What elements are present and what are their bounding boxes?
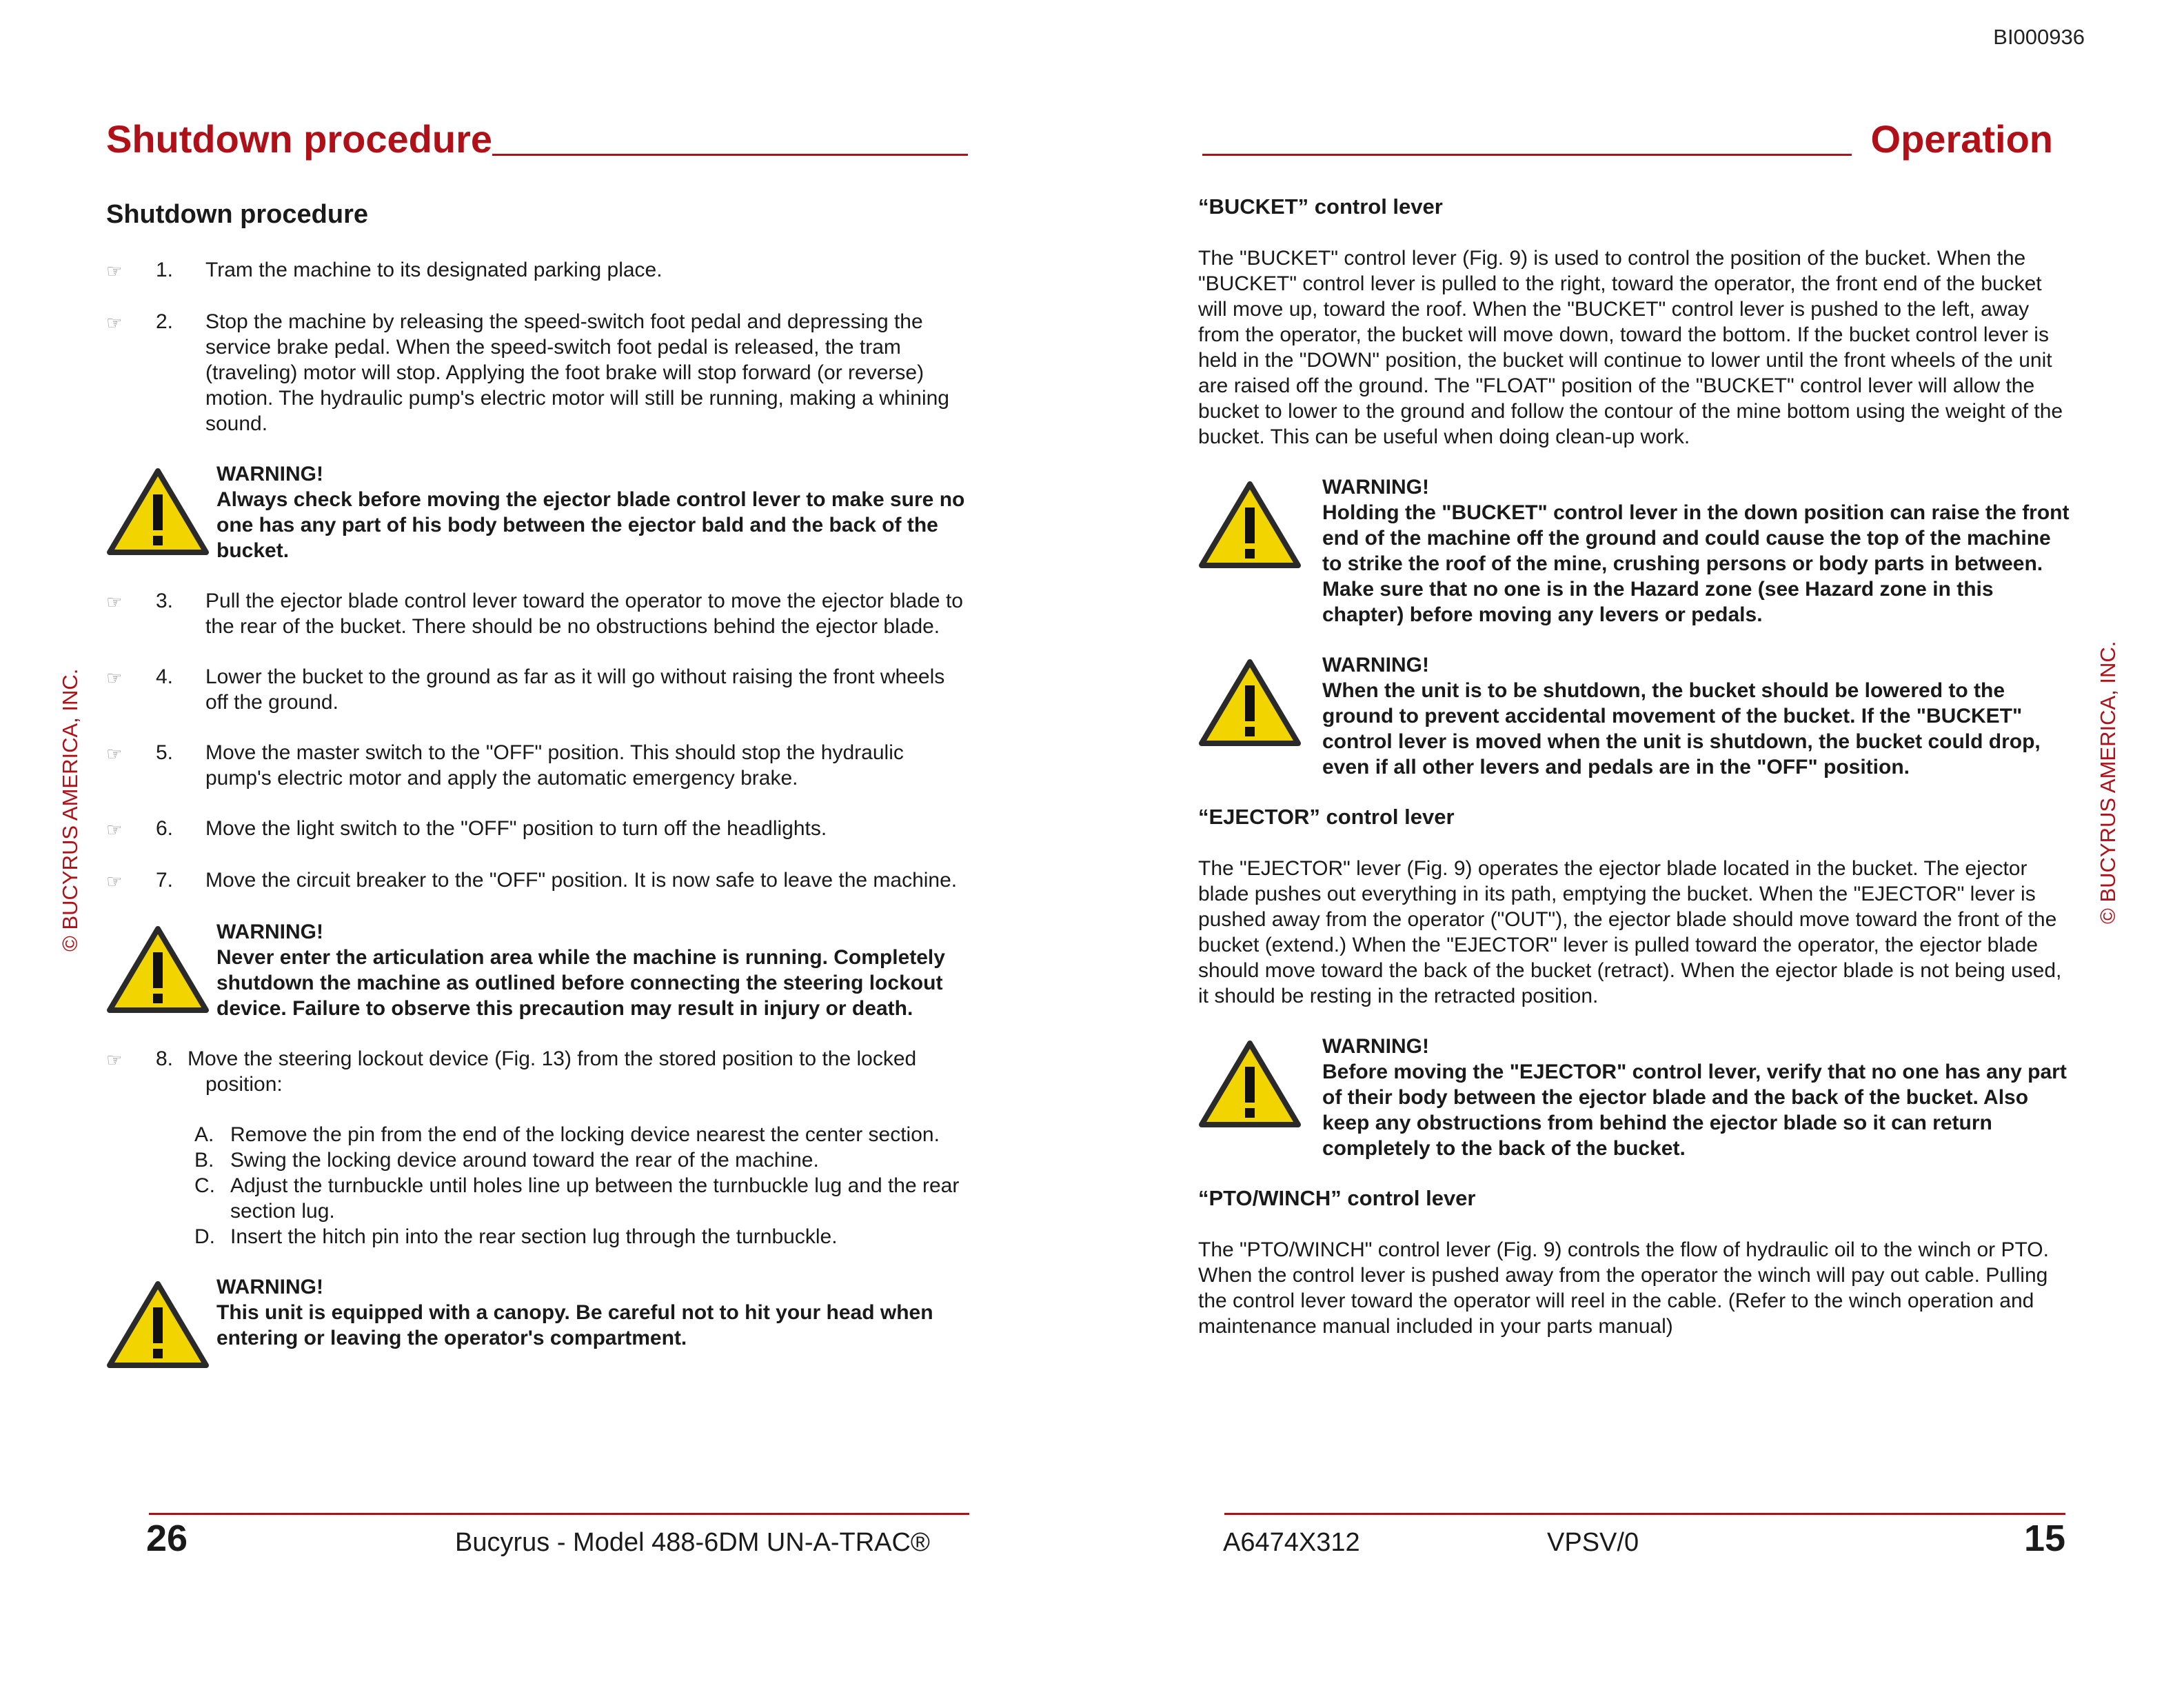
step-item — [106, 664, 972, 715]
step-item — [106, 257, 972, 284]
right-page-copyright — [2096, 641, 2121, 924]
step-item — [106, 588, 972, 639]
warning-text: When the unit is to be shutdown, the bucket should be lowered to the ground to prevent accidental movement of the bucket. If the "BUCKET" control lever is moved when the unit is shutdown, the bucket could drop, even if all other levers and pedals are in the "OFF" position. — [1322, 679, 2041, 778]
right-page-title-row — [1202, 103, 2053, 159]
warning-box — [106, 461, 972, 563]
section-heading: Shutdown procedure — [106, 200, 368, 229]
warning-box — [1198, 474, 2072, 627]
warning-triangle-icon — [106, 461, 216, 560]
step-number: 7. — [156, 869, 174, 892]
pointing-hand-icon: ☞ — [106, 667, 123, 688]
substep-letter: A. — [194, 1123, 214, 1146]
pto-heading: “PTO/WINCH” control lever — [1198, 1186, 1476, 1210]
warning-triangle-icon — [1198, 652, 1322, 751]
step-number: 3. — [156, 590, 174, 612]
pto-paragraph: The "PTO/WINCH" control lever (Fig. 9) controls the flow of hydraulic oil to the winch or PTO. When the control lever is pushed away from the operator the winch will pay out cable. Pulling the control lever toward the operator will reel in the cable. (Refer to the winch operation and maintenance manual included in your parts manual) — [1198, 1238, 2049, 1338]
right-page-title: Operation — [1870, 117, 2053, 161]
warning-label: WARNING! — [216, 463, 323, 485]
copyright-text: © BUCYRUS AMERICA, INC. — [2096, 641, 2120, 924]
step-number: 8. — [156, 1047, 174, 1070]
footer-rule — [149, 1513, 969, 1515]
pointing-hand-icon: ☞ — [106, 743, 123, 764]
warning-box — [1198, 1034, 2072, 1161]
substep-text: Remove the pin from the end of the locking device nearest the center section. — [230, 1123, 940, 1146]
bucket-heading: “BUCKET” control lever — [1198, 194, 1443, 219]
warning-text: Before moving the "EJECTOR" control lever, verify that no one has any part of their body between the ejector blade and the back of the bucket. Also keep any obstructions from behind the ejector blade so it can return completely to the back of the bucket. — [1322, 1061, 2067, 1160]
step-text: Lower the bucket to the ground as far as it will go without raising the front wheels off the ground. — [205, 665, 945, 714]
step-item — [106, 1046, 972, 1097]
pointing-hand-icon: ☞ — [106, 871, 123, 892]
warning-text: Always check before moving the ejector blade control lever to make sure no one has any part of his body between the ejector bald and the back of the bucket. — [216, 488, 965, 562]
right-footer-code: A6474X312 — [1223, 1528, 1360, 1557]
title-underline — [492, 154, 968, 156]
left-page-copyright — [58, 669, 83, 952]
substep-list — [194, 1122, 972, 1249]
substep-text: Swing the locking device around toward the rear of the machine. — [230, 1149, 819, 1172]
pointing-hand-icon: ☞ — [106, 312, 123, 333]
step-text: Move the steering lockout device (Fig. 13) from the stored position to the locked position: — [188, 1047, 917, 1096]
step-text: Move the master switch to the "OFF" position. This should stop the hydraulic pump's electric motor and apply the automatic emergency brake. — [205, 741, 904, 790]
step-item — [106, 867, 972, 894]
warning-box — [1198, 652, 2072, 780]
warning-text: Holding the "BUCKET" control lever in the down position can raise the front end of the machine off the ground and could cause the top of the machine to strike the roof of the mine, crushing persons or body parts in between. Make sure that no one is in the Hazard zone (see Hazard zone in this chapter) before moving any levers or pedals. — [1322, 501, 2070, 626]
step-item — [106, 816, 972, 843]
step-item — [106, 740, 972, 791]
step-number: 4. — [156, 665, 174, 688]
step-text: Pull the ejector blade control lever toward the operator to move the ejector blade to the rear of the bucket. There should be no obstructions behind the ejector blade. — [205, 590, 963, 638]
bucket-paragraph: The "BUCKET" control lever (Fig. 9) is used to control the position of the bucket. When the "BUCKET" control lever is pulled to the right, toward the operator, the front end of the bucket will move up, toward the roof. When the "BUCKET" control lever is pushed to the left, away from the operator, the bucket will move down, toward the bottom. If the bucket control lever is held in the "DOWN" position, the bucket will continue to lower until the front wheels of the unit are raised off the ground. The "FLOAT" position of the "BUCKET" control lever will allow the bucket to lower to the ground and follow the contour of the mine bottom using the weight of the bucket. This can be useful when doing clean-up work. — [1198, 247, 2063, 448]
substep-letter: D. — [194, 1225, 215, 1248]
left-page-title-row — [106, 103, 968, 159]
right-footer-version: VPSV/0 — [1547, 1528, 1639, 1557]
title-underline — [1202, 154, 1852, 156]
left-page-number: 26 — [146, 1518, 188, 1559]
warning-text: This unit is equipped with a canopy. Be careful not to hit your head when entering or leaving the operator's compartment. — [216, 1301, 933, 1349]
list-item — [194, 1224, 972, 1249]
list-item — [194, 1173, 972, 1224]
pointing-hand-icon: ☞ — [106, 261, 123, 281]
ejector-heading: “EJECTOR” control lever — [1198, 805, 1455, 829]
warning-box — [106, 1274, 972, 1373]
warning-label: WARNING! — [216, 921, 323, 943]
step-text: Stop the machine by releasing the speed-switch foot pedal and depressing the service brake pedal. When the speed-switch foot pedal is released, the tram (traveling) motor will stop. Applying the foot brake will stop forward (or reverse) motion. The hydraulic pump's electric motor will still be running, making a whining sound. — [205, 310, 949, 435]
warning-label: WARNING! — [1322, 1035, 1429, 1058]
left-page-content — [106, 200, 972, 1373]
warning-label: WARNING! — [1322, 476, 1429, 499]
step-item — [106, 309, 972, 436]
warning-label: WARNING! — [1322, 654, 1429, 676]
pointing-hand-icon: ☞ — [106, 1049, 123, 1070]
step-text: Tram the machine to its designated parking place. — [205, 259, 663, 281]
document-id: BI000936 — [1993, 25, 2085, 49]
step-text: Move the circuit breaker to the "OFF" position. It is now safe to leave the machine. — [205, 869, 958, 892]
copyright-text: © BUCYRUS AMERICA, INC. — [58, 668, 82, 952]
substep-text: Adjust the turnbuckle until holes line up between the turnbuckle lug and the rear section lug. — [230, 1174, 960, 1223]
step-text: Move the light switch to the "OFF" position to turn off the headlights. — [205, 817, 827, 840]
warning-text: Never enter the articulation area while the machine is running. Completely shutdown the machine as outlined before connecting the steering lockout device. Failure to observe this precaution may result in injury or death. — [216, 946, 945, 1020]
list-item — [194, 1122, 972, 1147]
footer-rule — [1224, 1513, 2065, 1515]
warning-triangle-icon — [106, 919, 216, 1018]
step-number: 6. — [156, 817, 174, 840]
warning-triangle-icon — [1198, 474, 1322, 573]
warning-triangle-icon — [106, 1274, 216, 1373]
left-footer-text: Bucyrus - Model 488-6DM UN-A-TRAC® — [455, 1528, 930, 1557]
right-page-number: 15 — [2024, 1518, 2066, 1559]
warning-label: WARNING! — [216, 1276, 323, 1298]
pointing-hand-icon: ☞ — [106, 819, 123, 840]
list-item — [194, 1147, 972, 1173]
left-page-title: Shutdown procedure — [106, 117, 492, 161]
step-number: 5. — [156, 741, 174, 764]
substep-letter: C. — [194, 1174, 215, 1197]
warning-box — [106, 919, 972, 1021]
ejector-paragraph: The "EJECTOR" lever (Fig. 9) operates the ejector blade located in the bucket. The ejector blade pushes out everything in its path, emptying the bucket. When the "EJECTOR" lever is pushed away from the operator ("OUT"), the ejector blade should move toward the front of the bucket (extend.) When the "EJECTOR" lever is pulled toward the operator, the ejector blade should move toward the back of the bucket (retract). When the ejector blade is not being used, it should be resting in the retracted position. — [1198, 857, 2062, 1007]
step-number: 1. — [156, 259, 174, 281]
substep-text: Insert the hitch pin into the rear section lug through the turnbuckle. — [230, 1225, 838, 1248]
right-page-content — [1198, 194, 2072, 1339]
substep-letter: B. — [194, 1149, 214, 1172]
pointing-hand-icon: ☞ — [106, 592, 123, 612]
warning-triangle-icon — [1198, 1034, 1322, 1132]
step-number: 2. — [156, 310, 174, 333]
